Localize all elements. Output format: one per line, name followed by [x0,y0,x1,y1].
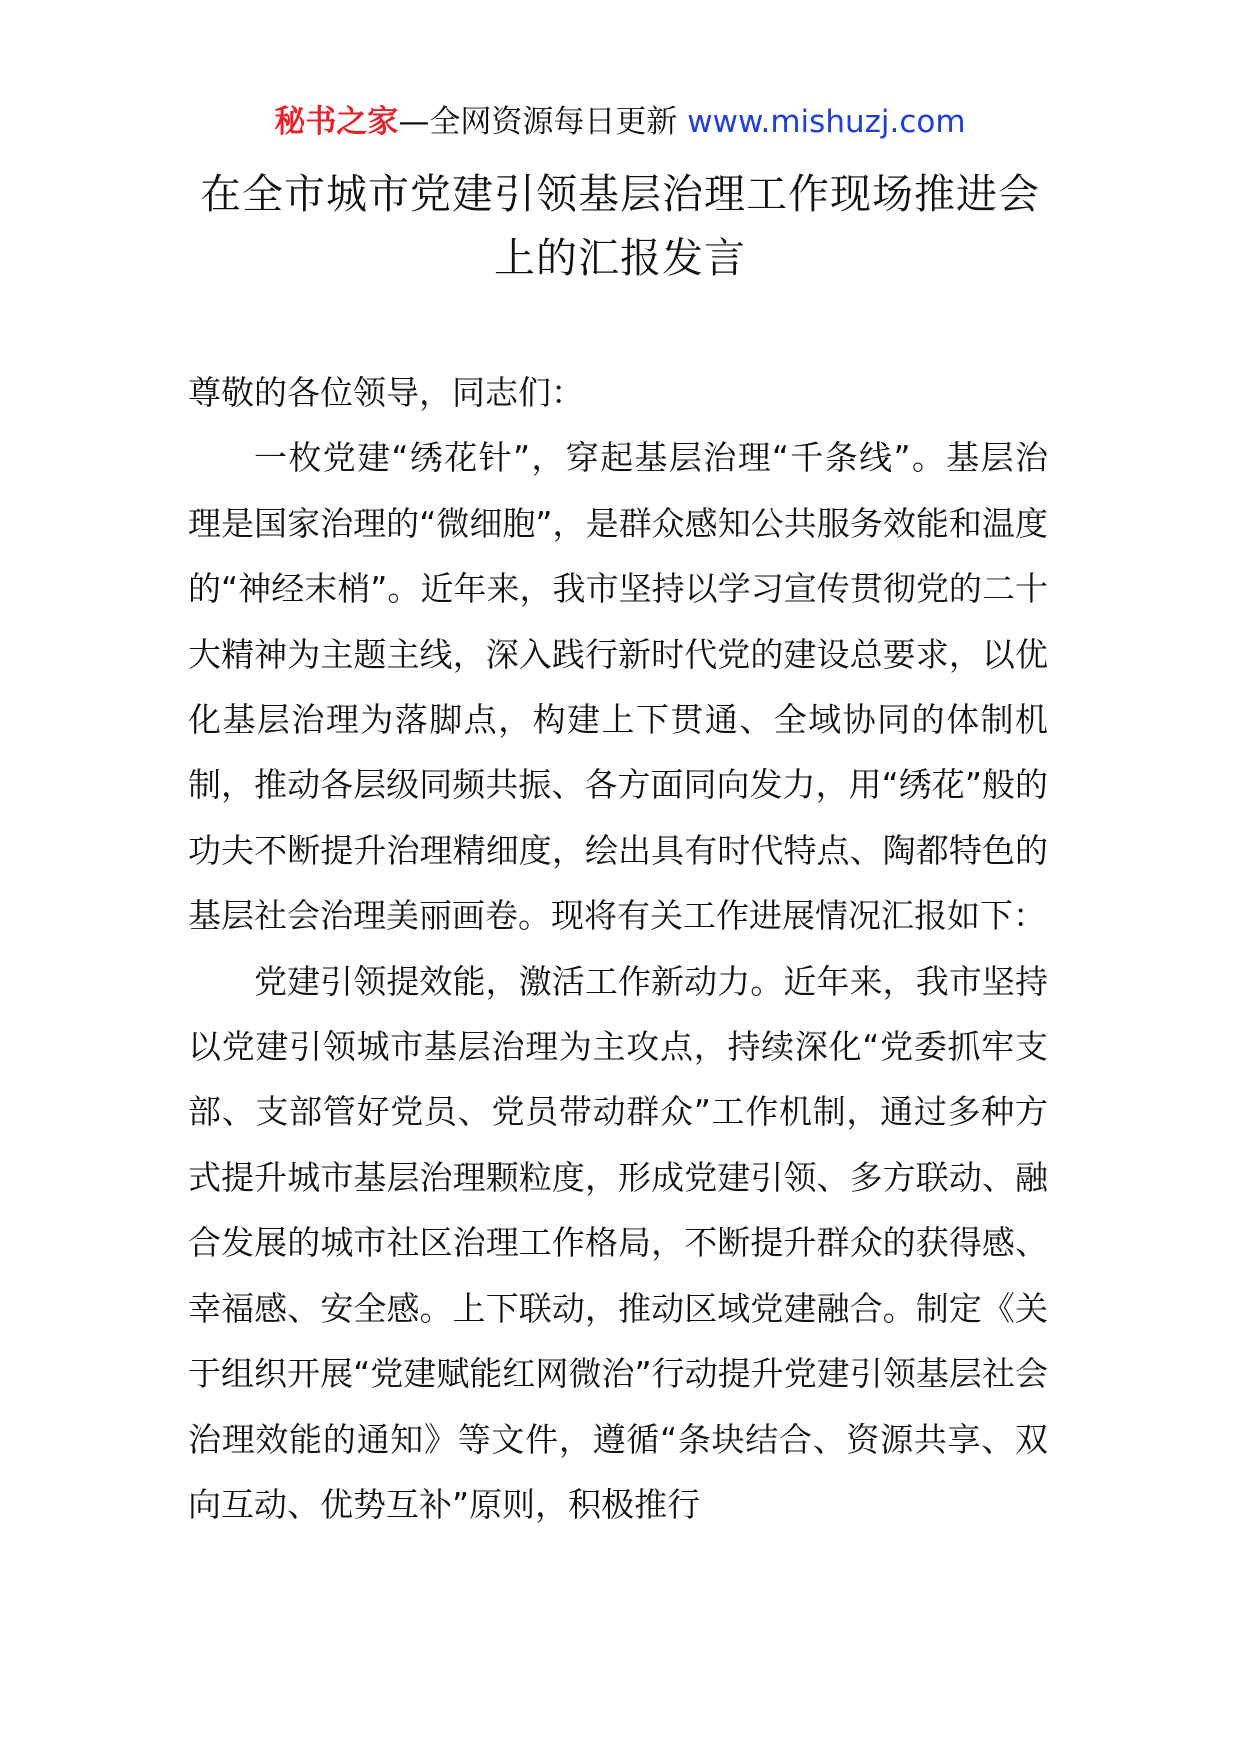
paragraph-intro: 一枚党建“绣花针”，穿起基层治理“千条线”。基层治理是国家治理的“微细胞”，是群众感知公共服务效能和温度的“神经末梢”。近年来，我市坚持以学习宣传贯彻党的二十大精神为主题主线，深入践行新时代党的建设总要求，以优化基层治理为落脚点，构建上下贯通、全域协同的体制机制，推动各层级同频共振、各方面同向发力，用“绣花”般的功夫不断提升治理精细度，绘出具有时代特点、陶都特色的基层社会治理美丽画卷。现将有关工作进展情况汇报如下： [188,438,1048,936]
salutation: 尊敬的各位领导，同志们： [188,373,584,412]
site-url-link[interactable]: www.mishuzj.com [687,104,966,140]
site-header [0,100,1240,144]
title-line-2: 上的汇报发言 [494,234,746,282]
section-1-text: 近年来，我市坚持以党建引领城市基层治理为主攻点，持续深化“党委抓牢支部、支部管好党员、党员带动群众”工作机制，通过多种方式提升城市基层治理颗粒度，形成党建引领、多方联动、融合发展的城市社区治理工作格局，不断提升群众的获得感、幸福感、安全感。上下联动，推动区域党建融合。制定《关于组织开展“党建赋能红网微治”行动提升党建引领基层社会治理效能的通知》等文件，遵循“条块结合、资源共享、双向互动、优势互补”原则，积极推行 [188,961,1049,1524]
title-line-1: 在全市城市党建引领基层治理工作现场推进会 [200,170,1040,218]
document-body [188,360,1048,1537]
section-1-heading: 党建引领提效能，激活工作新动力。 [254,961,784,1001]
document-title [150,162,1090,290]
site-brand: 秘书之家 [274,104,399,140]
paragraph-section-1 [188,949,1048,1538]
site-slogan: —全网资源每日更新 [398,104,688,140]
